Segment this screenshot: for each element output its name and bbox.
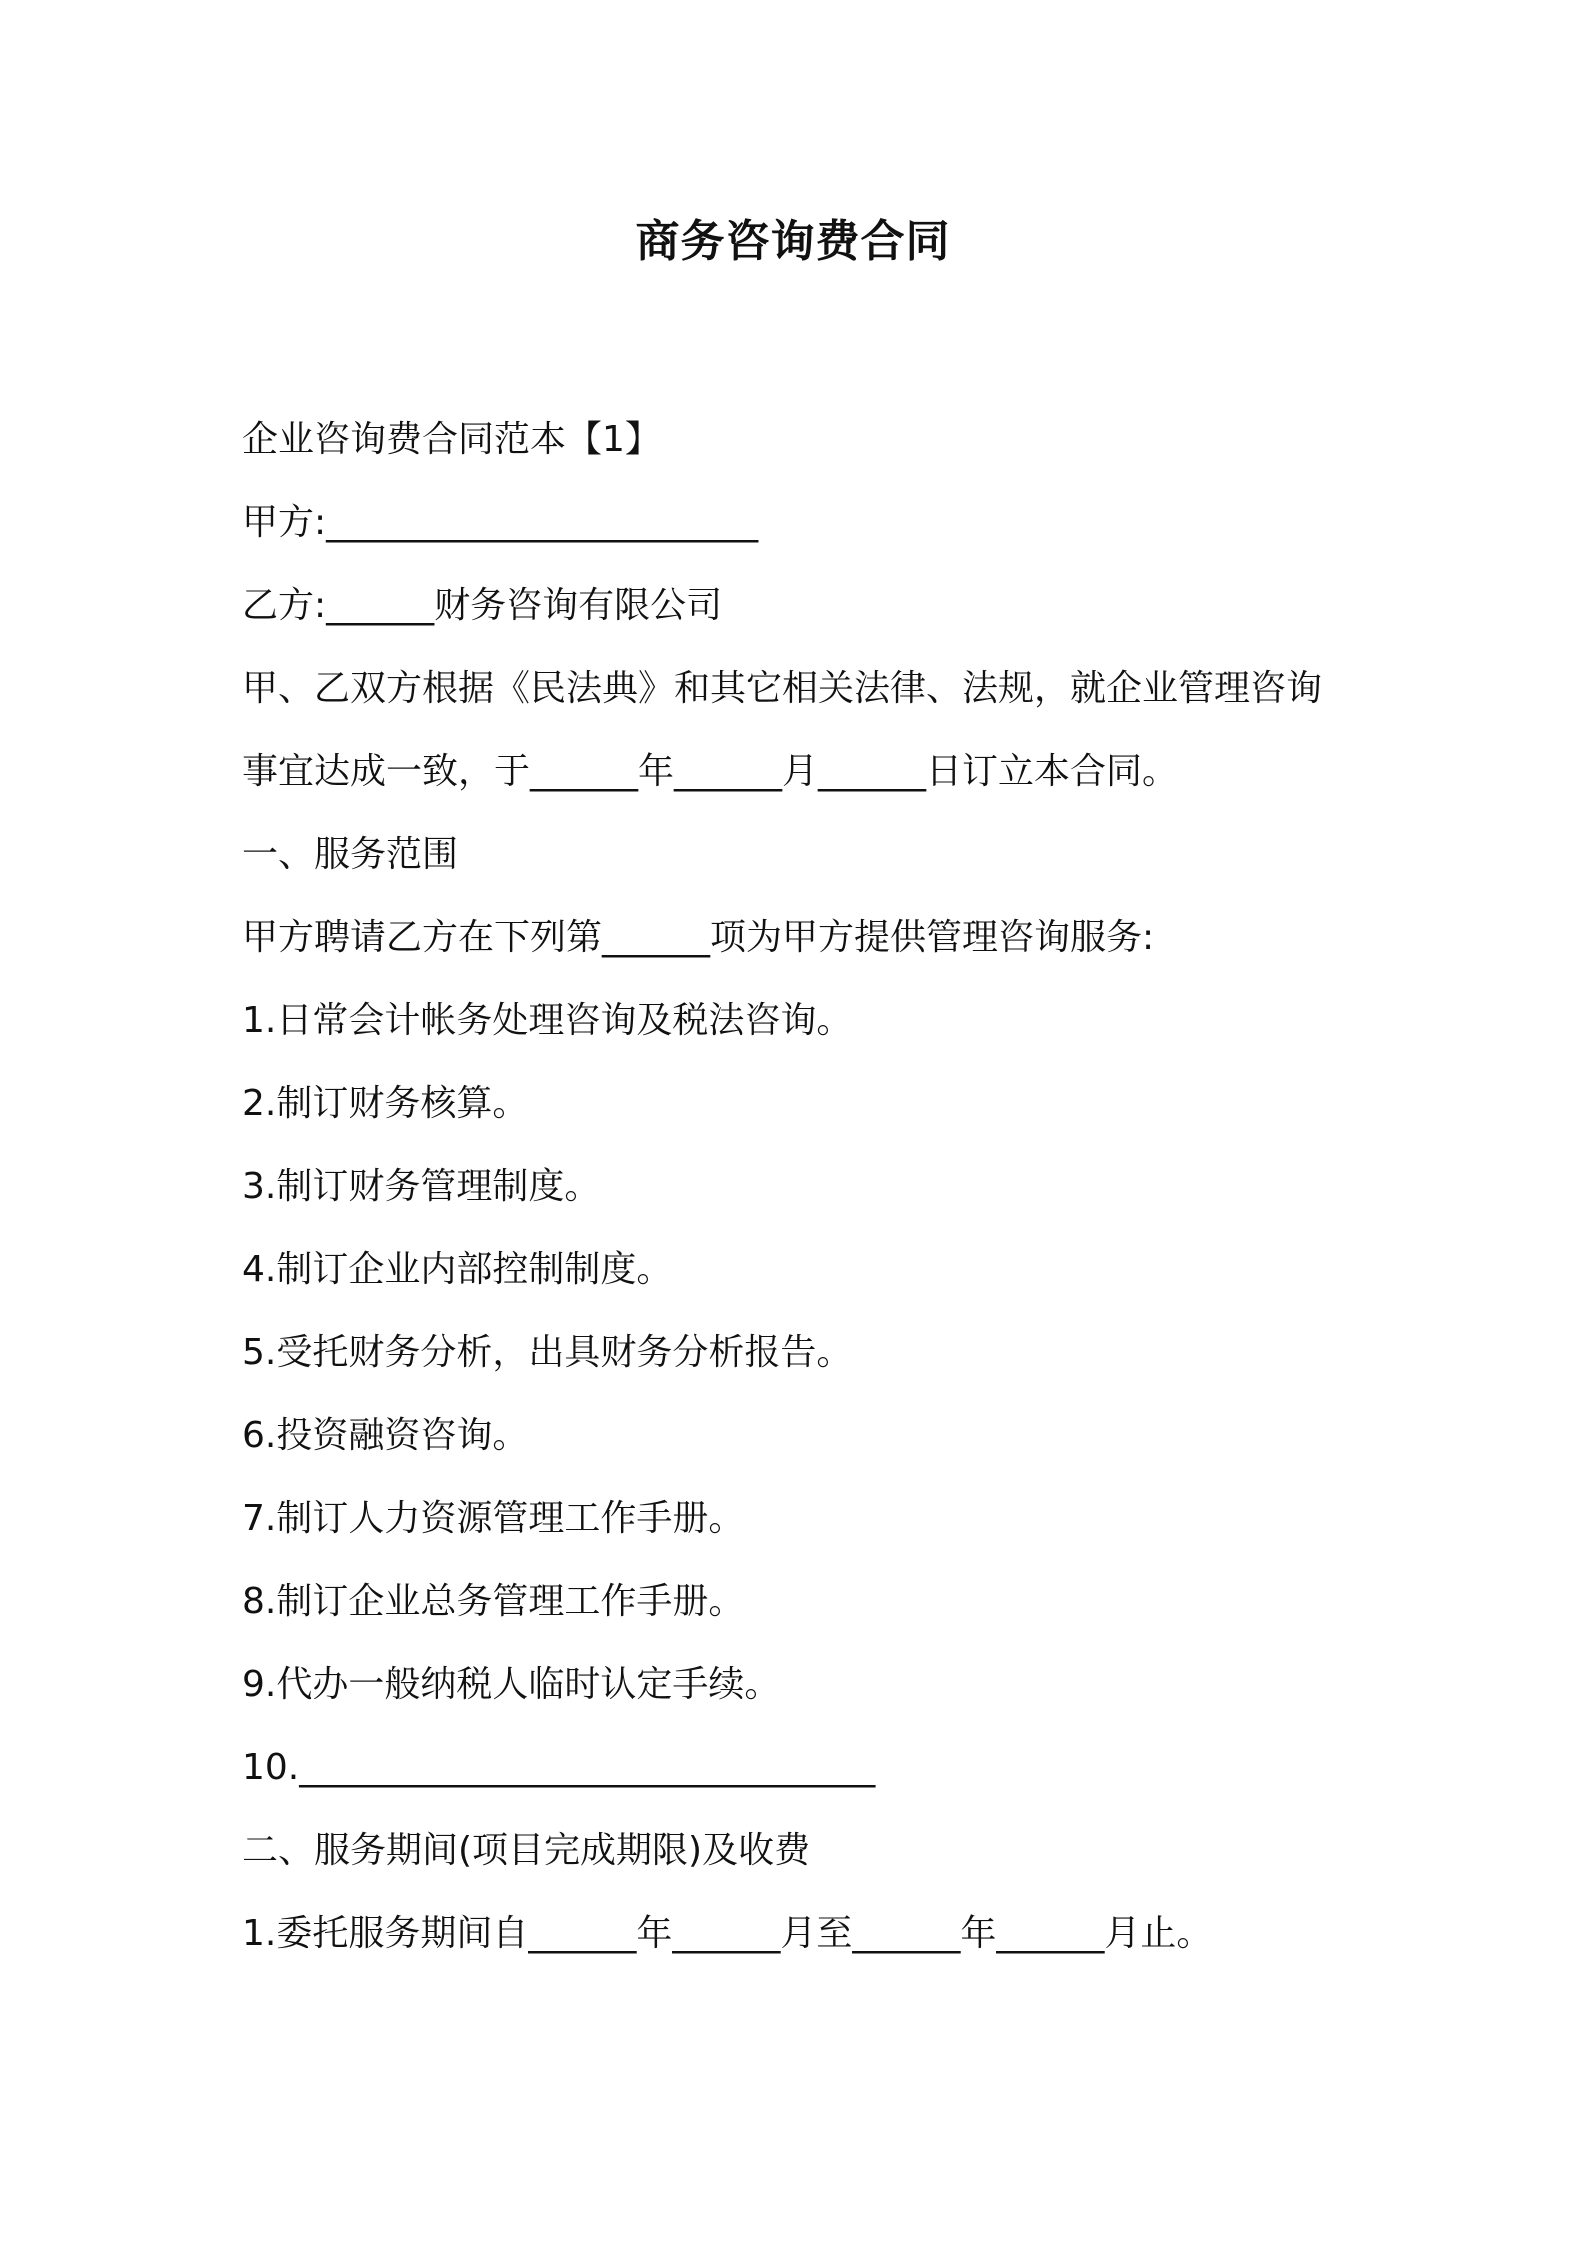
list-item: 4.制订企业内部控制制度。 (242, 1249, 673, 1290)
list-item: 7.制订人力资源管理工作手册。 (242, 1498, 745, 1539)
term-line: 1.委托服务期间自______年______月至______年______月止。 (242, 1913, 1213, 1954)
list-item: 1.日常会计帐务处理咨询及税法咨询。 (242, 1000, 853, 1041)
list-item-blank: 10.________________________________ (242, 1747, 876, 1788)
list-item: 8.制订企业总务管理工作手册。 (242, 1581, 745, 1622)
preamble-line-2: 事宜达成一致，于______年______月______日订立本合同。 (242, 751, 1179, 792)
party-b-line: 乙方:______财务咨询有限公司 (242, 585, 723, 626)
section-heading-term-fee: 二、服务期间(项目完成期限)及收费 (242, 1830, 811, 1871)
list-item: 5.受托财务分析，出具财务分析报告。 (242, 1332, 853, 1373)
list-item: 2.制订财务核算。 (242, 1083, 529, 1124)
list-item: 3.制订财务管理制度。 (242, 1166, 601, 1207)
list-item: 6.投资融资咨询。 (242, 1415, 529, 1456)
party-a-line: 甲方:________________________ (242, 502, 759, 543)
section-heading-scope: 一、服务范围 (242, 834, 459, 875)
subtitle-sample: 企业咨询费合同范本【1】 (242, 419, 661, 460)
preamble-line-1: 甲、乙双方根据《民法典》和其它相关法律、法规，就企业管理咨询 (242, 668, 1323, 709)
document-title: 商务咨询费合同 (635, 216, 951, 267)
list-item: 9.代办一般纳税人临时认定手续。 (242, 1664, 781, 1705)
scope-intro: 甲方聘请乙方在下列第______项为甲方提供管理咨询服务: (242, 917, 1155, 958)
